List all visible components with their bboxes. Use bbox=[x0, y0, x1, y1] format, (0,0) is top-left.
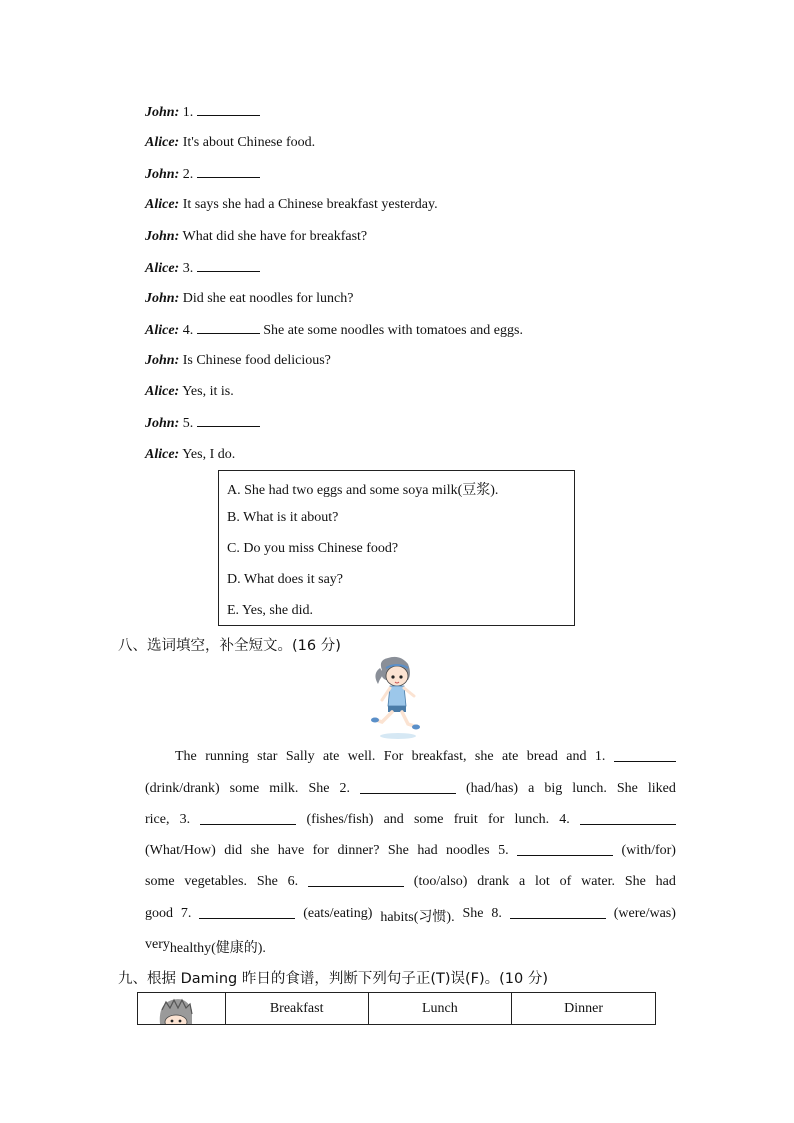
dialogue-line bbox=[145, 103, 260, 122]
speaker-label: John: bbox=[145, 229, 180, 244]
option-c: C. Do you miss Chinese food? bbox=[227, 541, 399, 556]
passage-word: well. bbox=[347, 749, 376, 764]
answer-blank[interactable] bbox=[197, 165, 260, 178]
question-number: 1. bbox=[182, 105, 194, 120]
passage-word: drank bbox=[477, 874, 510, 889]
dialogue-line bbox=[145, 383, 234, 401]
passage-word: lunch. bbox=[572, 781, 607, 796]
passage-word: have bbox=[277, 843, 305, 858]
answer-blank[interactable] bbox=[580, 812, 676, 825]
passage-word: 3. bbox=[179, 812, 191, 827]
passage-word: fruit bbox=[453, 812, 478, 827]
header-breakfast: Breakfast bbox=[225, 993, 368, 1025]
option-d: D. What does it say? bbox=[227, 572, 343, 587]
speaker-label: John: bbox=[145, 416, 180, 431]
option-b: B. What is it about? bbox=[227, 510, 339, 525]
speaker-label: Alice: bbox=[145, 447, 180, 462]
passage-word: ate bbox=[502, 749, 519, 764]
passage-word: some bbox=[145, 874, 175, 889]
passage-word: rice, bbox=[145, 812, 170, 827]
answer-blank[interactable] bbox=[308, 874, 404, 887]
dialogue-text: What did she have for breakfast? bbox=[182, 229, 368, 244]
passage-word: The bbox=[175, 749, 197, 764]
passage-word: noodles bbox=[446, 843, 490, 858]
passage-word: 1. bbox=[594, 749, 606, 764]
answer-blank[interactable] bbox=[510, 906, 606, 919]
answer-blank[interactable] bbox=[614, 749, 676, 762]
passage-word: bread bbox=[526, 749, 558, 764]
passage-word: some bbox=[413, 812, 444, 827]
speaker-label: John: bbox=[145, 353, 180, 368]
passage-word: she bbox=[474, 749, 494, 764]
passage-word: healthy(健康的). bbox=[169, 941, 266, 956]
passage-word: water. bbox=[581, 874, 615, 889]
passage-word: 4. bbox=[559, 812, 570, 827]
section-8-title: 八、选词填空，补全短文。(16 分) bbox=[118, 638, 341, 654]
passage-word: breakfast, bbox=[411, 749, 467, 764]
dialogue-line bbox=[145, 414, 260, 433]
answer-blank[interactable] bbox=[199, 906, 295, 919]
passage-word: habits(习惯). bbox=[380, 910, 455, 925]
passage-word: and bbox=[383, 812, 404, 827]
passage-line bbox=[145, 937, 676, 957]
dialogue-line bbox=[145, 134, 315, 152]
dialogue-text: Did she eat noodles for lunch? bbox=[182, 291, 354, 306]
passage-word: milk. bbox=[269, 781, 299, 796]
passage-word: She bbox=[387, 843, 409, 858]
speaker-label: Alice: bbox=[145, 197, 180, 212]
passage-word: 2. bbox=[339, 781, 350, 796]
passage-word: (were/was) bbox=[613, 906, 676, 921]
dialogue-line bbox=[145, 321, 523, 340]
passage-word: (drink/drank) bbox=[145, 781, 220, 796]
dialogue-line bbox=[145, 290, 353, 308]
passage-word: and bbox=[566, 749, 587, 764]
speaker-label: John: bbox=[145, 291, 180, 306]
dialogue-text: She ate some noodles with tomatoes and eggs. bbox=[263, 323, 523, 338]
passage-word: She bbox=[624, 874, 646, 889]
passage-word: Sally bbox=[285, 749, 315, 764]
dialogue-line bbox=[145, 352, 331, 370]
dialogue-text: Yes, it is. bbox=[182, 384, 234, 399]
header-dinner: Dinner bbox=[512, 993, 656, 1025]
answer-blank[interactable] bbox=[200, 812, 296, 825]
boy-avatar-cell bbox=[138, 993, 226, 1025]
options-box bbox=[218, 470, 575, 626]
dialogue-text: Yes, I do. bbox=[182, 447, 236, 462]
passage-word: liked bbox=[647, 781, 676, 796]
dialogue-text: It's about Chinese food. bbox=[182, 135, 316, 150]
dialogue-line bbox=[145, 259, 260, 278]
dialogue-line bbox=[145, 228, 367, 246]
running-girl-illustration bbox=[368, 656, 426, 740]
passage-word: for bbox=[312, 843, 329, 858]
speaker-label: Alice: bbox=[145, 323, 180, 338]
passage-line bbox=[145, 843, 676, 859]
passage-line bbox=[145, 812, 676, 828]
option-e: E. Yes, she did. bbox=[227, 603, 313, 618]
boy-avatar-icon bbox=[156, 996, 196, 1025]
speaker-label: Alice: bbox=[145, 135, 180, 150]
answer-blank[interactable] bbox=[197, 321, 260, 334]
speaker-label: Alice: bbox=[145, 384, 180, 399]
passage-word: (What/How) bbox=[145, 843, 216, 858]
question-number: 2. bbox=[182, 167, 194, 182]
answer-blank[interactable] bbox=[197, 103, 260, 116]
passage-word: (fishes/fish) bbox=[306, 812, 374, 827]
passage-word: (too/also) bbox=[413, 874, 468, 889]
passage-word: She bbox=[616, 781, 638, 796]
passage-word: lot bbox=[535, 874, 550, 889]
question-number: 5. bbox=[182, 416, 194, 431]
passage-word: lunch. bbox=[514, 812, 550, 827]
dialogue-text: Is Chinese food delicious? bbox=[182, 353, 331, 368]
header-lunch: Lunch bbox=[368, 993, 512, 1025]
passage-word: running bbox=[205, 749, 249, 764]
question-number: 4. bbox=[182, 323, 194, 338]
passage-word: 8. bbox=[491, 906, 502, 921]
passage-word: very bbox=[145, 937, 170, 952]
passage-word: did bbox=[224, 843, 243, 858]
answer-blank[interactable] bbox=[197, 414, 260, 427]
speaker-label: John: bbox=[145, 105, 180, 120]
table-row bbox=[138, 993, 656, 1025]
passage-word: good bbox=[145, 906, 173, 921]
passage-word: (with/for) bbox=[621, 843, 676, 858]
passage-word: of bbox=[559, 874, 572, 889]
dialogue-line bbox=[145, 196, 438, 214]
passage-word: had bbox=[655, 874, 676, 889]
passage-word: dinner? bbox=[337, 843, 380, 858]
passage-word: She bbox=[462, 906, 484, 921]
passage-word: (eats/eating) bbox=[303, 906, 373, 921]
passage-word: 5. bbox=[498, 843, 509, 858]
passage-word: She bbox=[308, 781, 330, 796]
section-9-title: 九、根据 Daming 昨日的食谱，判断下列句子正(T)误(F)。(10 分) bbox=[118, 971, 549, 987]
meal-table bbox=[137, 992, 656, 1025]
passage-word: she bbox=[250, 843, 270, 858]
answer-blank[interactable] bbox=[517, 843, 613, 856]
passage-word: some bbox=[229, 781, 260, 796]
passage-word: 6. bbox=[287, 874, 299, 889]
passage-word: She bbox=[256, 874, 278, 889]
passage-line bbox=[175, 749, 676, 765]
answer-blank[interactable] bbox=[360, 781, 456, 794]
dialogue-text: It says she had a Chinese breakfast yesterday. bbox=[182, 197, 438, 212]
passage-word: vegetables. bbox=[184, 874, 247, 889]
speaker-label: John: bbox=[145, 167, 180, 182]
speaker-label: Alice: bbox=[145, 261, 180, 276]
passage-word: ate bbox=[323, 749, 340, 764]
passage-line bbox=[145, 874, 676, 890]
question-number: 3. bbox=[182, 261, 194, 276]
passage-word: had bbox=[417, 843, 438, 858]
passage-word: (had/has) bbox=[465, 781, 519, 796]
passage-line bbox=[145, 906, 676, 926]
passage-word: big bbox=[544, 781, 563, 796]
answer-blank[interactable] bbox=[197, 259, 260, 272]
passage-word: 7. bbox=[180, 906, 192, 921]
passage-line bbox=[145, 781, 676, 797]
dialogue-line bbox=[145, 165, 260, 184]
passage-word: star bbox=[257, 749, 278, 764]
dialogue-line bbox=[145, 446, 235, 464]
passage-word: For bbox=[383, 749, 404, 764]
passage-word: for bbox=[487, 812, 505, 827]
option-a: A. She had two eggs and some soya milk(豆浆). bbox=[227, 483, 499, 498]
passage-word: a bbox=[519, 874, 526, 889]
passage-word: a bbox=[528, 781, 535, 796]
